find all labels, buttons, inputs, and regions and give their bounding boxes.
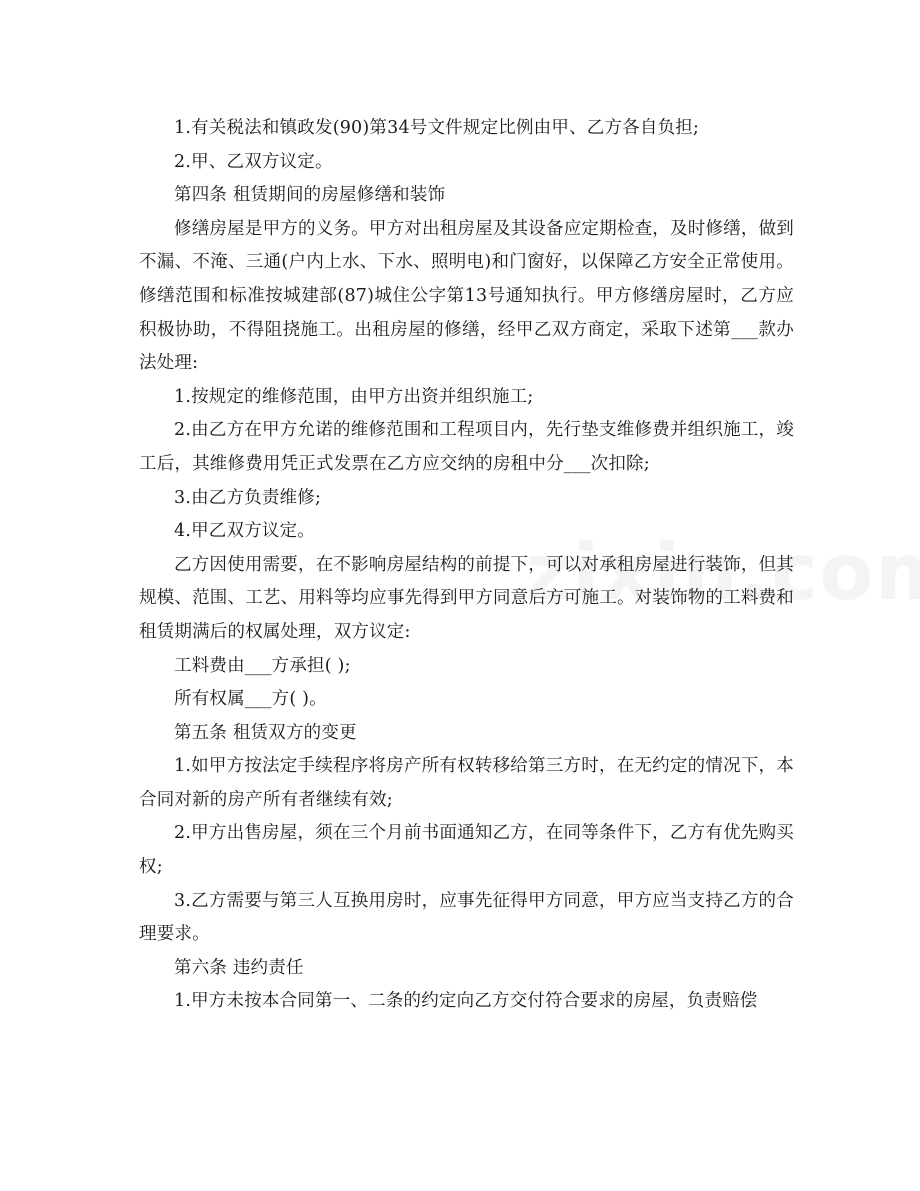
section-heading-article-4: 第四条 租赁期间的房屋修缮和装饰 [174, 185, 446, 206]
list-item-liability-1: 1.甲方未按本合同第一、二条的约定向乙方交付符合要求的房屋，负责赔偿 [174, 991, 758, 1012]
paragraph-decoration: 乙方因使用需要，在不影响房屋结构的前提下，可以对承租房屋进行装饰，但其规模、范围、工艺、用料等均应事先得到甲方同意后方可施工。对装饰物的工料费和租赁期满后的权属处理，双方议定: [139, 554, 794, 642]
list-item-change-2: 2.甲方出售房屋，须在三个月前书面通知乙方，在同等条件下，乙方有优先购买权; [139, 823, 794, 878]
paragraph-tax-agreement: 2.甲、乙双方议定。 [174, 151, 333, 172]
list-item-repair-3: 3.由乙方负责维修; [174, 487, 322, 508]
paragraph-tax-rule: 1.有关税法和镇政发(90)第34号文件规定比例由甲、乙方各自负担; [174, 118, 700, 138]
paragraph-material-cost: 工料费由___方承担( ); [174, 655, 351, 676]
section-heading-article-6: 第六条 违约责任 [174, 957, 304, 978]
paragraph-ownership: 所有权属___方( )。 [174, 689, 327, 710]
list-item-repair-4: 4.甲乙双方议定。 [174, 521, 315, 542]
list-item-repair-2: 2.由乙方在甲方允诺的维修范围和工程项目内，先行垫支维修费并组织施工，竣工后，其维修费用凭正式发票在乙方应交纳的房租中分___次扣除; [139, 420, 794, 474]
document-body [139, 112, 794, 1019]
paragraph-repair-duty: 修缮房屋是甲方的义务。甲方对出租房屋及其设备应定期检查，及时修缮，做到不漏、不淹、三通(户内上水、下水、照明电)和门窗好，以保障乙方安全正常使用。修缮范围和标准按城建部(87)城住公字第13号通知执行。甲方修缮房屋时，乙方应积极协助，不得阻挠施工。出租房屋的修缮，经甲乙双方商定，采取下述第___款办法处理: [139, 218, 794, 374]
list-item-repair-1: 1.按规定的维修范围，由甲方出资并组织施工; [174, 386, 534, 407]
section-heading-article-5: 第五条 租赁双方的变更 [174, 722, 357, 743]
list-item-change-1: 1.如甲方按法定手续程序将房产所有权转移给第三方时，在无约定的情况下，本合同对新的房产所有者继续有效; [139, 756, 794, 810]
list-item-change-3: 3.乙方需要与第三人互换用房时，应事先征得甲方同意，甲方应当支持乙方的合理要求。 [139, 890, 794, 945]
